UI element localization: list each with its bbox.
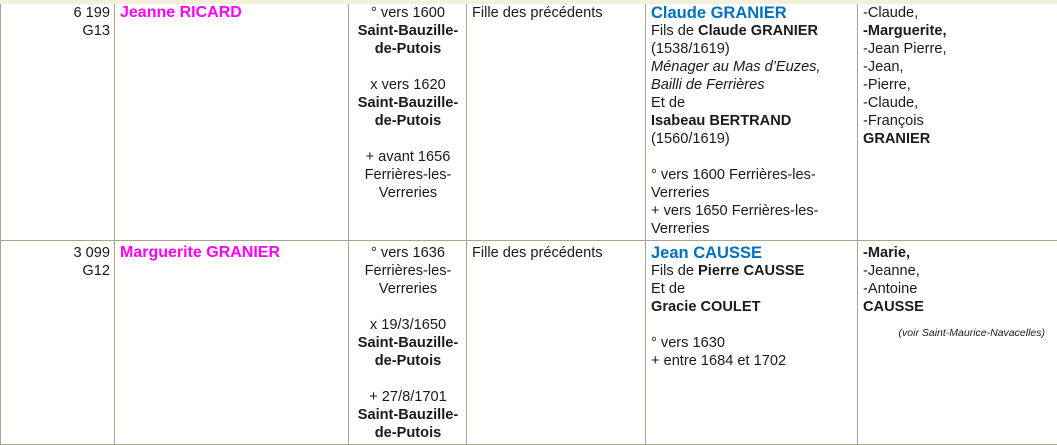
children-surname: CAUSSE bbox=[863, 298, 1053, 316]
events-cell bbox=[349, 241, 467, 445]
birth-place-1: Ferrières-les- bbox=[354, 262, 462, 280]
father-prefix: Fils de bbox=[651, 263, 698, 279]
spouse-birth: ° vers 1630 bbox=[651, 334, 853, 352]
person-name: Jeanne RICARD bbox=[120, 4, 242, 21]
person-name: Marguerite GRANIER bbox=[120, 244, 280, 261]
relation-cell bbox=[467, 241, 646, 445]
birth-place-1: Saint-Bauzille- bbox=[354, 22, 462, 40]
sosa-number-cell bbox=[1, 241, 115, 445]
death-place-1: Ferrières-les- bbox=[354, 166, 462, 184]
child-item: -Marie, bbox=[863, 244, 1053, 262]
father-name: Claude GRANIER bbox=[698, 23, 818, 39]
marriage-place-2: de-Putois bbox=[354, 352, 462, 370]
relation-cell bbox=[467, 1, 646, 241]
child-item: -Claude, bbox=[863, 94, 1053, 112]
death-place-2: Verreries bbox=[354, 184, 462, 202]
spouse-birth-2: Verreries bbox=[651, 184, 853, 202]
father-prefix: Fils de bbox=[651, 23, 698, 39]
spouse-cell bbox=[646, 241, 858, 445]
child-item: -Antoine bbox=[863, 280, 1053, 298]
child-item: -Claude, bbox=[863, 4, 1053, 22]
spouse-death-1: + vers 1650 Ferrières-les- bbox=[651, 202, 853, 220]
child-item: -Jean Pierre, bbox=[863, 40, 1053, 58]
children-cell bbox=[858, 241, 1057, 445]
death-date: + 27/8/1701 bbox=[354, 388, 462, 406]
birth-place-2: de-Putois bbox=[354, 40, 462, 58]
children-surname: GRANIER bbox=[863, 130, 1053, 148]
mother-dates: (1560/1619) bbox=[651, 130, 853, 148]
and-label: Et de bbox=[651, 280, 853, 298]
death-place-2: de-Putois bbox=[354, 424, 462, 442]
generation-label: G13 bbox=[6, 22, 110, 40]
spouse-death: + entre 1684 et 1702 bbox=[651, 352, 853, 370]
table-row bbox=[1, 241, 1057, 445]
child-item: -Jeanne, bbox=[863, 262, 1053, 280]
marriage-place-1: Saint-Bauzille- bbox=[354, 334, 462, 352]
marriage-date: x vers 1620 bbox=[354, 76, 462, 94]
events-cell bbox=[349, 1, 467, 241]
table-row bbox=[1, 1, 1057, 241]
mother-name: Isabeau BERTRAND bbox=[651, 112, 853, 130]
marriage-date: x 19/3/1650 bbox=[354, 316, 462, 334]
relation-text: Fille des précédents bbox=[472, 5, 603, 21]
marriage-place-2: de-Putois bbox=[354, 112, 462, 130]
see-also-note: (voir Saint-Maurice-Navacelles) bbox=[863, 324, 1053, 342]
father-name: Pierre CAUSSE bbox=[698, 263, 804, 279]
child-item: -Marguerite, bbox=[863, 22, 1053, 40]
spouse-death-2: Verreries bbox=[651, 220, 853, 238]
and-label: Et de bbox=[651, 94, 853, 112]
child-item: -Pierre, bbox=[863, 76, 1053, 94]
father-occupation-1: Ménager au Mas d’Euzes, bbox=[651, 58, 853, 76]
sosa-number: 6 199 bbox=[6, 4, 110, 22]
child-item: -Jean, bbox=[863, 58, 1053, 76]
top-edge bbox=[0, 0, 1057, 4]
death-date: + avant 1656 bbox=[354, 148, 462, 166]
children-cell bbox=[858, 1, 1057, 241]
marriage-place-1: Saint-Bauzille- bbox=[354, 94, 462, 112]
generation-label: G12 bbox=[6, 262, 110, 280]
person-name-cell bbox=[115, 241, 349, 445]
birth-place-2: Verreries bbox=[354, 280, 462, 298]
spouse-name: Jean CAUSSE bbox=[651, 244, 853, 262]
sosa-number: 3 099 bbox=[6, 244, 110, 262]
spouse-name: Claude GRANIER bbox=[651, 4, 853, 22]
spouse-birth-1: ° vers 1600 Ferrières-les- bbox=[651, 166, 853, 184]
spouse-cell bbox=[646, 1, 858, 241]
death-place-1: Saint-Bauzille- bbox=[354, 406, 462, 424]
mother-name: Gracie COULET bbox=[651, 298, 853, 316]
relation-text: Fille des précédents bbox=[472, 245, 603, 261]
birth-date: ° vers 1636 bbox=[354, 244, 462, 262]
sosa-number-cell bbox=[1, 1, 115, 241]
father-occupation-2: Bailli de Ferrières bbox=[651, 76, 853, 94]
father-dates: (1538/1619) bbox=[651, 40, 853, 58]
child-item: -François bbox=[863, 112, 1053, 130]
birth-date: ° vers 1600 bbox=[354, 4, 462, 22]
person-name-cell bbox=[115, 1, 349, 241]
